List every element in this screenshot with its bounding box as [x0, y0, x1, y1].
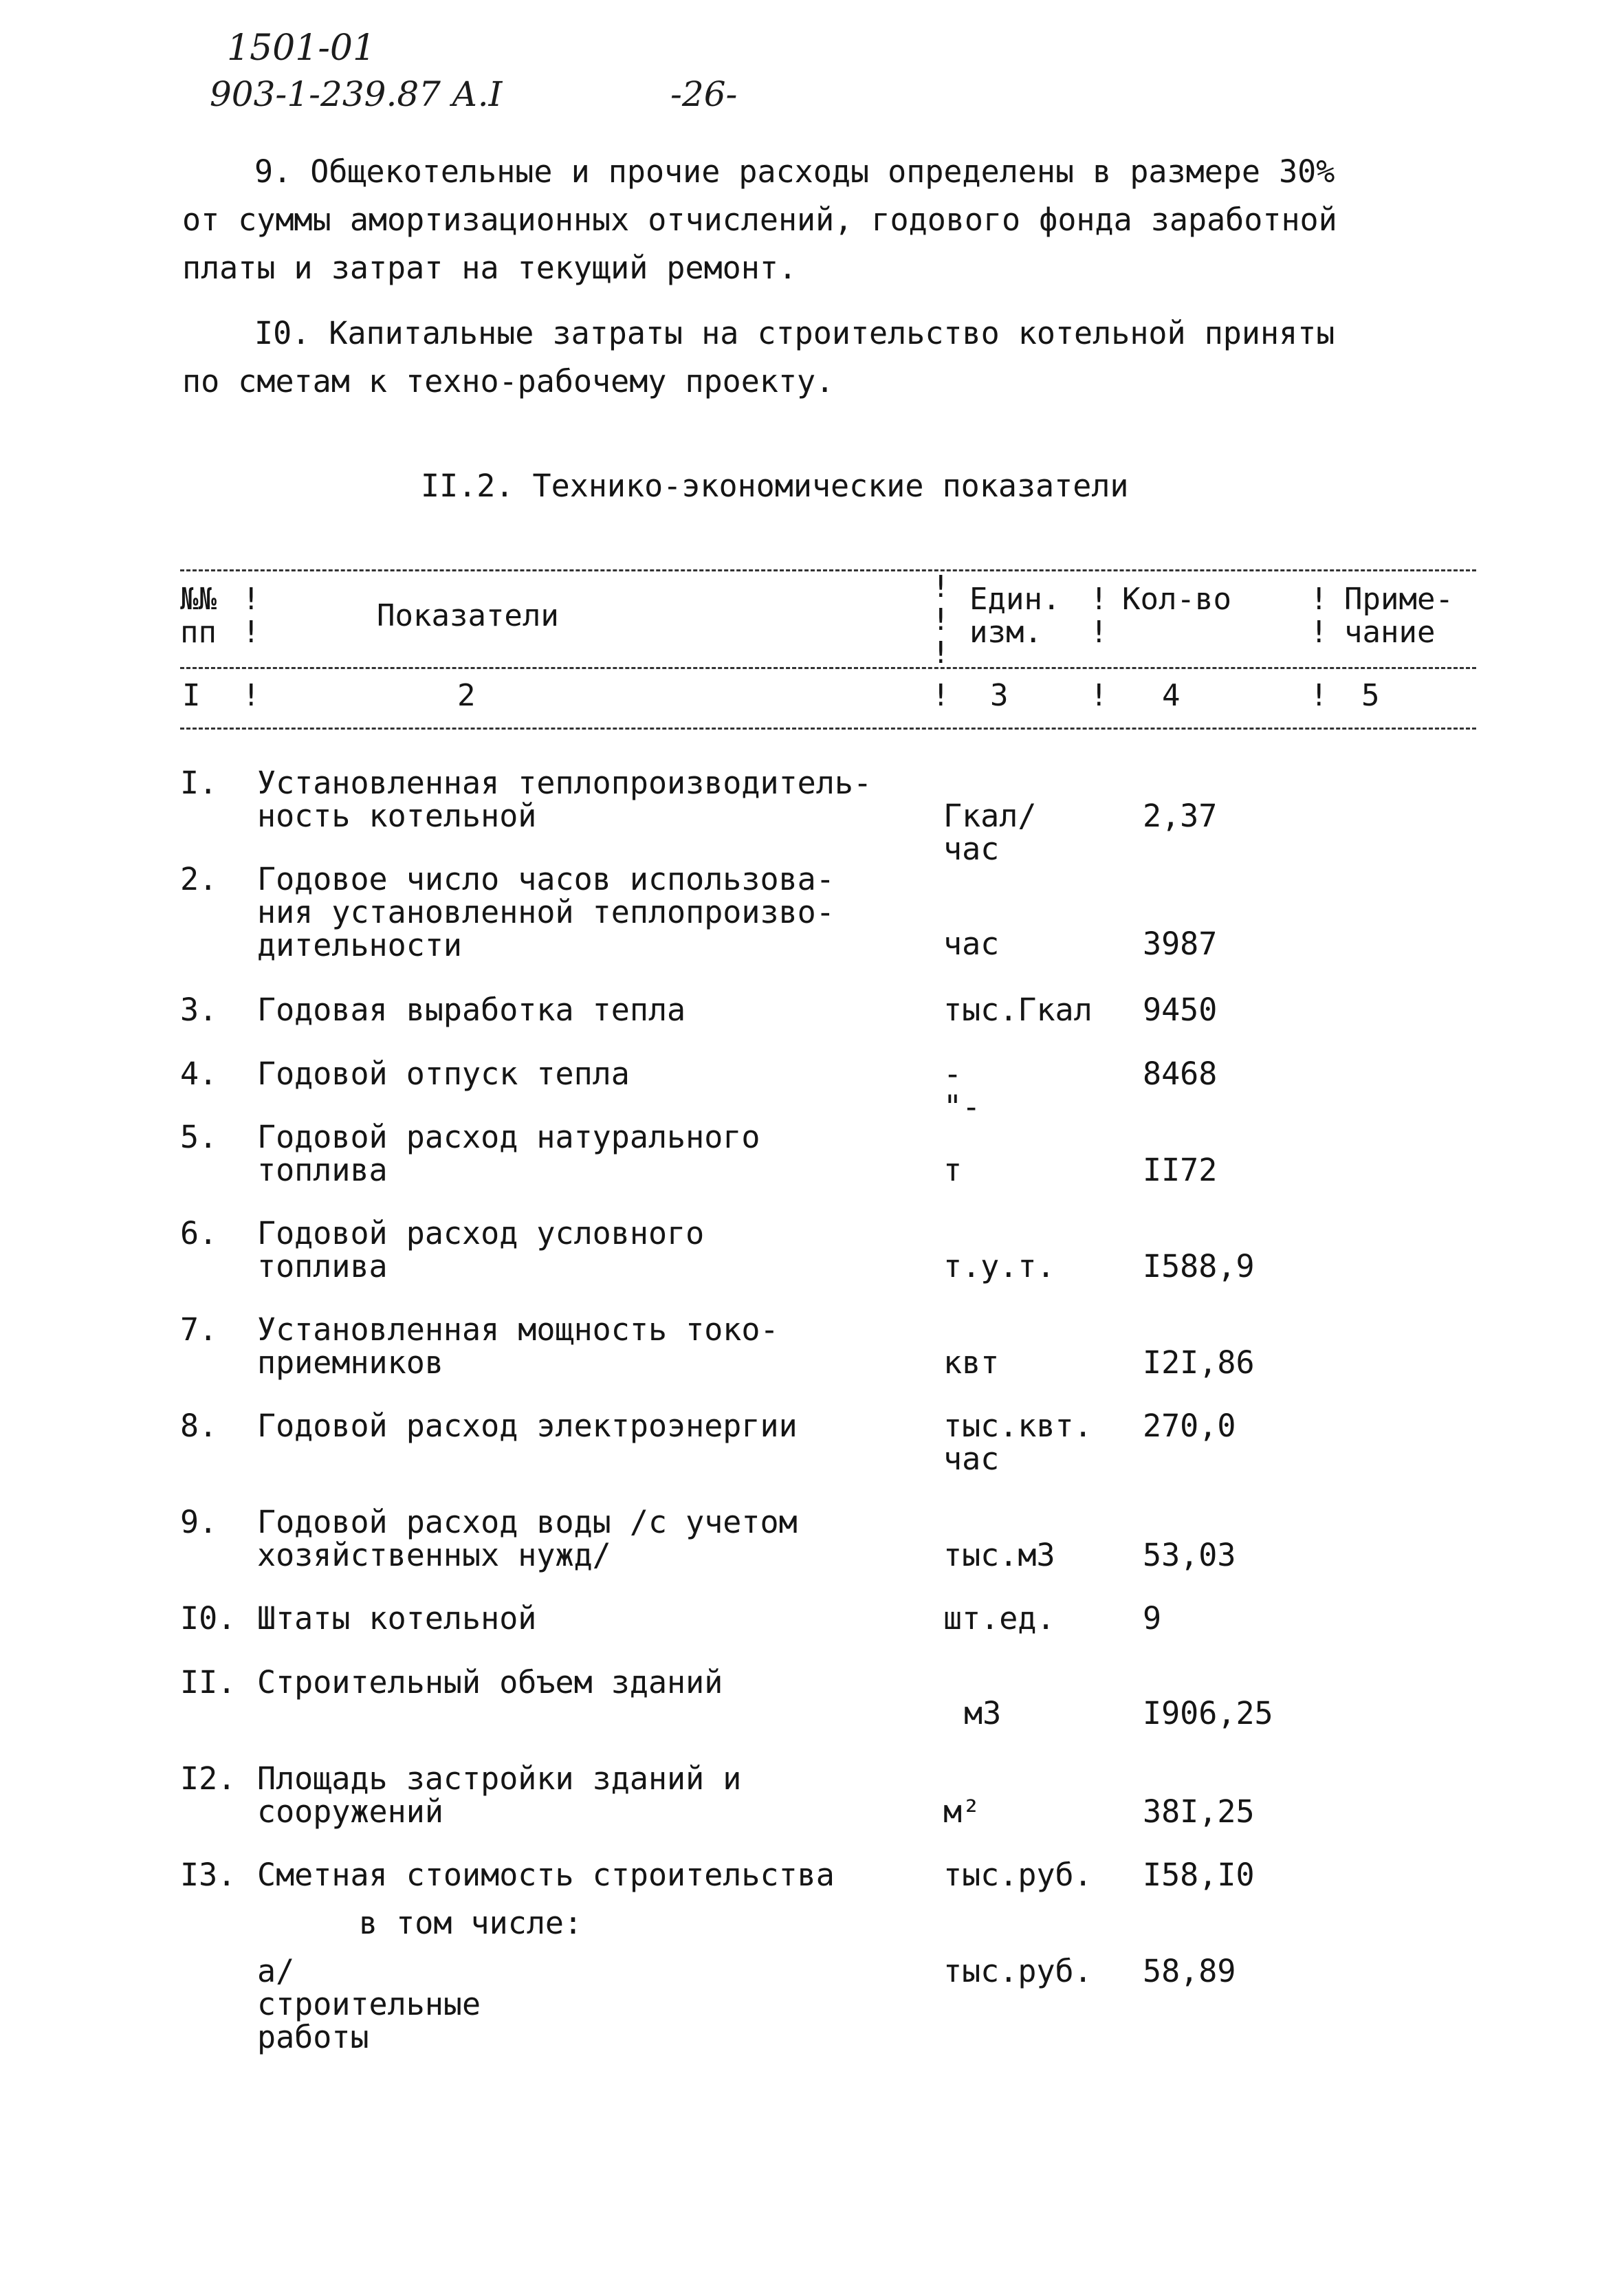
header-unit: Един. изм. [969, 582, 1061, 650]
paragraph-9-line-3: платы и затрат на текущий ремонт. [182, 250, 798, 286]
header-separator: ! ! [1090, 582, 1108, 650]
page-number: -26- [670, 74, 738, 114]
header-separator: ! [932, 678, 950, 713]
col-number-5: 5 [1361, 678, 1380, 713]
document-code: 1501-01 [227, 28, 376, 69]
table-header-divider [180, 667, 1476, 669]
col-number-4: 4 [1162, 678, 1181, 713]
table-header-bottom-rule [180, 728, 1476, 730]
paragraph-10-line-2: по сметам к техно-рабочему проекту. [182, 363, 835, 400]
col-number-3: 3 [990, 678, 1009, 713]
table-title: II.2. Технико-экономические показатели [421, 468, 1129, 504]
paragraph-9-line-1: 9. Общекотельные и прочие расходы определены в размере 30% [254, 153, 1335, 190]
col-number-2: 2 [457, 678, 476, 713]
table-top-rule [180, 569, 1476, 571]
paragraph-10 [182, 309, 1420, 406]
paragraph-10-line-1: I0. Капитальные затраты на строительство котельной приняты [254, 315, 1335, 351]
header-qty: Кол-во [1122, 582, 1231, 617]
header-num: №№ пп [180, 582, 217, 650]
col-number-1: I [182, 678, 201, 713]
header-name: Показатели [377, 598, 559, 633]
header-separator: ! [1090, 678, 1108, 713]
header-separator: ! ! [242, 582, 261, 650]
header-separator: ! [242, 678, 261, 713]
header-separator: ! ! [1310, 582, 1328, 650]
paragraph-9 [182, 148, 1420, 292]
paragraph-9-line-2: от суммы амортизационных отчислений, годового фонда заработной [182, 201, 1337, 238]
header-note: Приме- чание [1344, 582, 1453, 650]
header-separator: ! ! ! [932, 569, 950, 670]
project-code: 903-1-239.87 А.I [210, 74, 503, 114]
header-separator: ! [1310, 678, 1328, 713]
